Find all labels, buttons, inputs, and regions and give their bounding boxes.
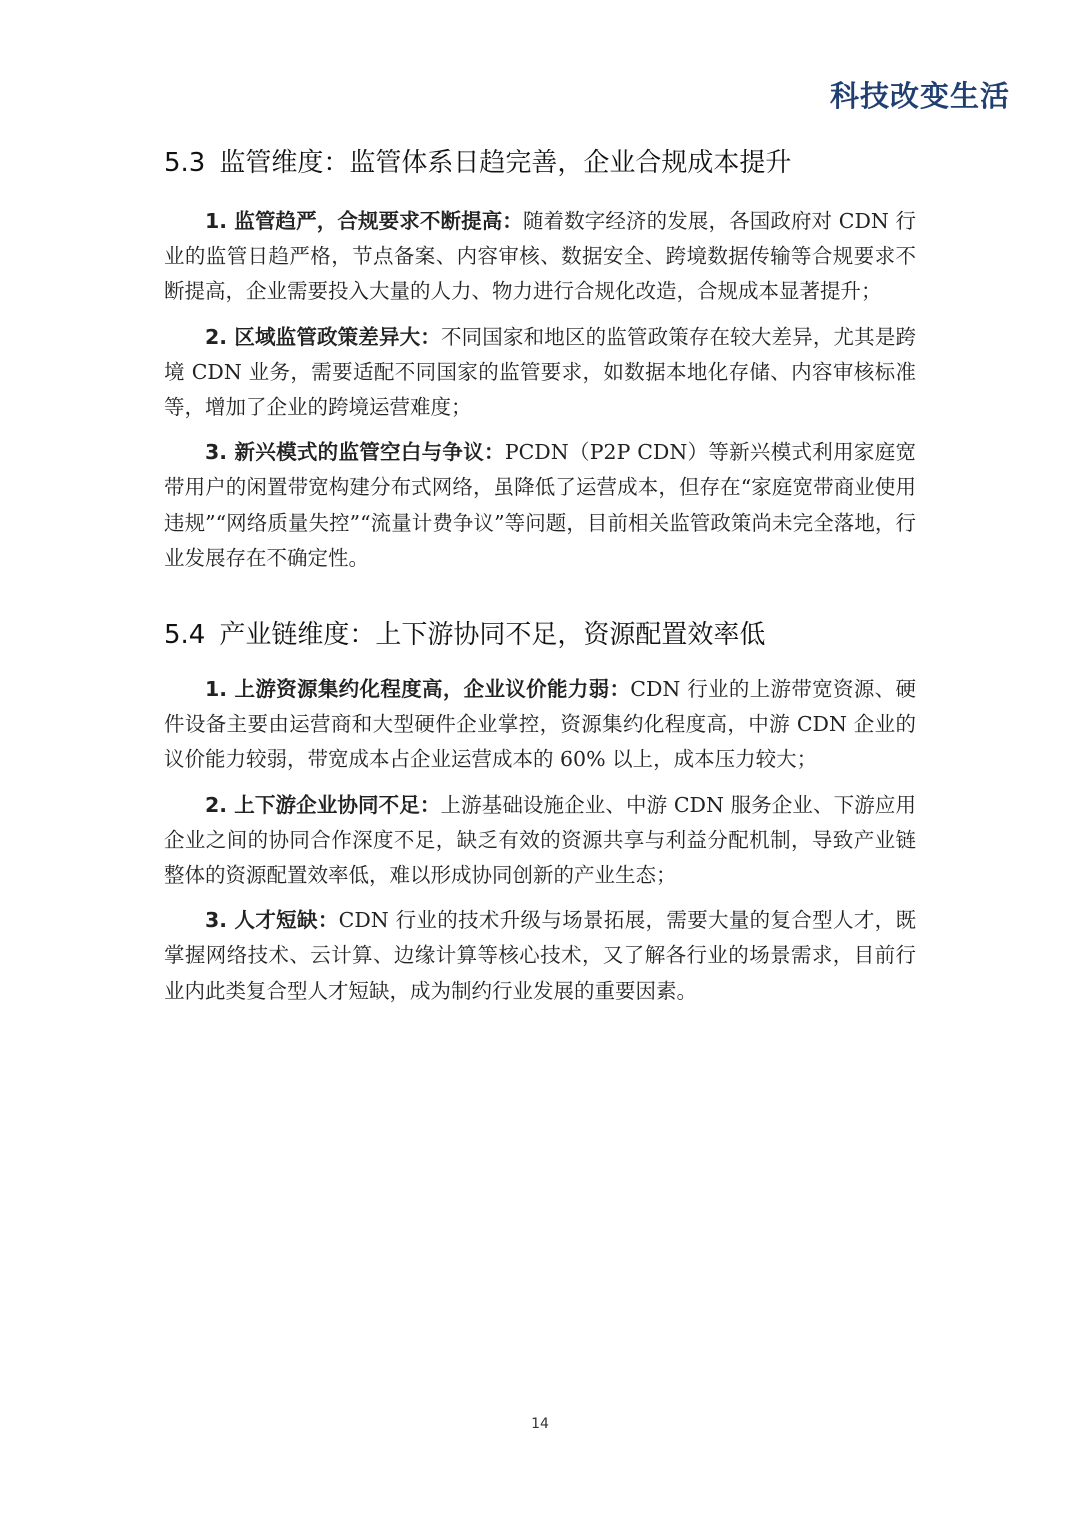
paragraph-lead: 2. 上下游企业协同不足： <box>205 792 441 817</box>
section-body <box>164 672 916 1009</box>
paragraph-text: 上游基础设施企业、中游 CDN 服务企业、下游应用企业之间的协同合作深度不足，缺乏有效的资源共享与利益分配机制，导致产业链整体的资源配置效率低，难以形成协同创新的产业生态； <box>164 792 916 888</box>
paragraph <box>164 788 916 894</box>
section-title <box>164 138 916 188</box>
paragraph-lead: 3. 新兴模式的监管空白与争议： <box>205 440 505 465</box>
paragraph-lead: 2. 区域监管政策差异大： <box>205 324 441 349</box>
section-body <box>164 204 916 576</box>
paragraph-text: CDN 行业的上游带宽资源、硬件设备主要由运营商和大型硬件企业掌控，资源集约化程度高，中游 CDN 企业的议价能力较弱，带宽成本占企业运营成本的 60% 以上，成本压力较大； <box>164 677 917 772</box>
paragraph-lead: 3. 人才短缺： <box>205 908 339 933</box>
section-title-text: 监管维度：监管体系日趋完善，企业合规成本提升 <box>219 148 792 178</box>
paragraph-text: PCDN（P2P CDN）等新兴模式利用家庭宽带用户的闲置带宽构建分布式网络，虽降低了运营成本，但存在“家庭宽带商业使用违规”“网络质量失控”“流量计费争议”等问题，目前相关监管政策尚未完全落地，行业发展存在不确定性。 <box>164 440 916 570</box>
paragraph-text: CDN 行业的技术升级与场景拓展，需要大量的复合型人才，既掌握网络技术、云计算、边缘计算等核心技术，又了解各行业的场景需求，目前行业内此类复合型人才短缺，成为制约行业发展的重要因素。 <box>164 908 916 1003</box>
section-title-text: 产业链维度：上下游协同不足，资源配置效率低 <box>219 620 766 651</box>
section-number: 5.3 <box>164 148 206 178</box>
paragraph <box>164 204 916 310</box>
paragraph-lead: 1. 监管趋严，合规要求不断提高： <box>205 209 523 233</box>
brand-slogan: 科技改变生活 <box>829 79 1010 113</box>
paragraph <box>164 903 916 1009</box>
section-5-4 <box>164 610 916 1009</box>
paragraph-lead: 1. 上游资源集约化程度高，企业议价能力弱： <box>205 677 631 702</box>
section-title <box>164 610 916 660</box>
paragraph <box>164 435 916 576</box>
paragraph-text: 不同国家和地区的监管政策存在较大差异，尤其是跨境 CDN 业务，需要适配不同国家的监管要求，如数据本地化存储、内容审核标准等，增加了企业的跨境运营难度； <box>164 324 916 420</box>
page-number: 14 <box>531 1416 549 1432</box>
paragraph <box>164 320 916 426</box>
section-number: 5.4 <box>164 620 206 651</box>
section-5-3 <box>164 138 916 576</box>
page-content <box>164 138 916 1019</box>
paragraph-text: 随着数字经济的发展，各国政府对 CDN 行业的监管日趋严格，节点备案、内容审核、数据安全、跨境数据传输等合规要求不断提高，企业需要投入大量的人力、物力进行合规化改造，合规成本显著提升； <box>164 209 916 304</box>
paragraph <box>164 672 916 778</box>
